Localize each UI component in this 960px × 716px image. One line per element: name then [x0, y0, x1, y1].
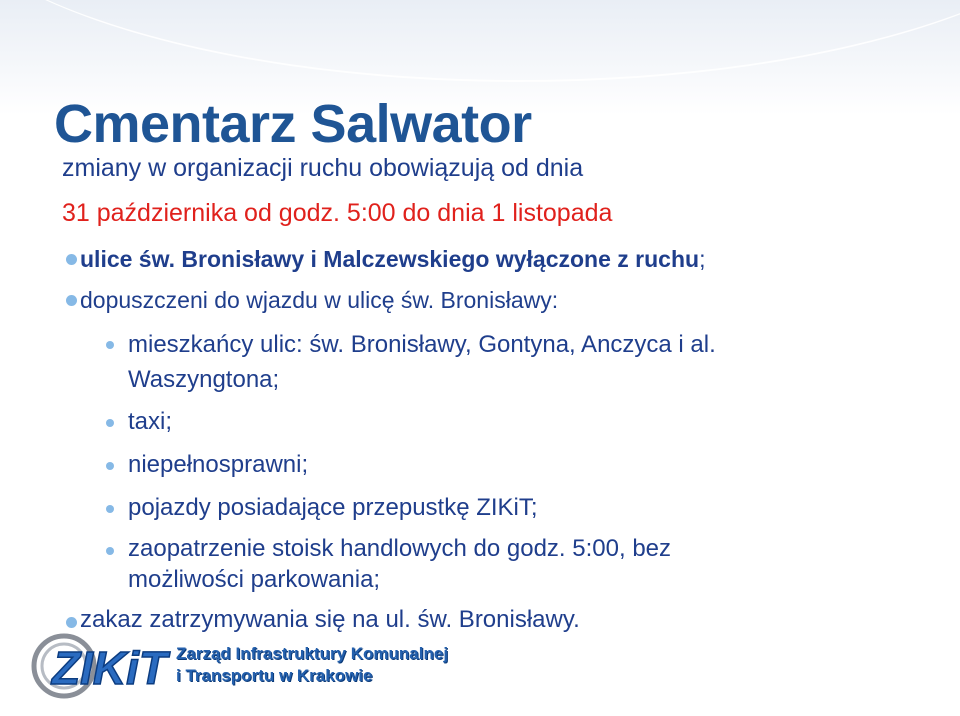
sub-bullet-dot-icon	[106, 341, 114, 349]
logo-line-1: Zarząd Infrastruktury Komunalnej	[176, 644, 449, 663]
bullet-dot-icon	[66, 617, 77, 628]
zikit-logo	[30, 628, 450, 704]
sub-item-residents-cont: Waszyngtona;	[128, 366, 280, 393]
slide-title: Cmentarz Salwator	[54, 94, 532, 154]
sub-item-taxi: taxi;	[128, 408, 173, 435]
sub-bullet-dot-icon	[106, 462, 114, 470]
list-item-no-stopping: zakaz zatrzymywania się na ul. św. Bronisławy.	[80, 606, 580, 633]
logo-line-2: i Transportu w Krakowie	[176, 666, 373, 685]
list-item-allowed-entry: dopuszczeni do wjazdu w ulicę św. Bronisławy:	[80, 287, 559, 313]
sub-item-supply-cont: możliwości parkowania;	[128, 566, 381, 593]
closed-streets-suffix: ;	[699, 246, 706, 272]
zikit-mark-text: ZIKiT	[52, 642, 167, 694]
sub-item-disabled: niepełnosprawni;	[128, 451, 309, 478]
sub-item-supply: zaopatrzenie stoisk handlowych do godz. 5:00, bez	[128, 535, 672, 562]
subtitle-line-1: zmiany w organizacji ruchu obowiązują od dnia	[62, 154, 584, 182]
sub-bullet-dot-icon	[106, 505, 114, 513]
list-item-closed-streets	[80, 244, 705, 274]
sub-bullet-dot-icon	[106, 419, 114, 427]
sub-item-residents: mieszkańcy ulic: św. Bronisławy, Gontyna, Anczyca i al.	[128, 331, 716, 358]
decorative-arc	[0, 0, 960, 82]
bullet-dot-icon	[66, 295, 77, 306]
sub-item-zikit-pass: pojazdy posiadające przepustkę ZIKiT;	[128, 494, 538, 521]
bullet-dot-icon	[66, 254, 77, 265]
zikit-logo-mark	[30, 628, 180, 700]
closed-streets-text: ulice św. Bronisławy i Malczewskiego wyłączone z ruchu	[80, 246, 700, 272]
subtitle-date-line: 31 października od godz. 5:00 do dnia 1 listopada	[62, 199, 613, 227]
sub-bullet-dot-icon	[106, 547, 114, 555]
